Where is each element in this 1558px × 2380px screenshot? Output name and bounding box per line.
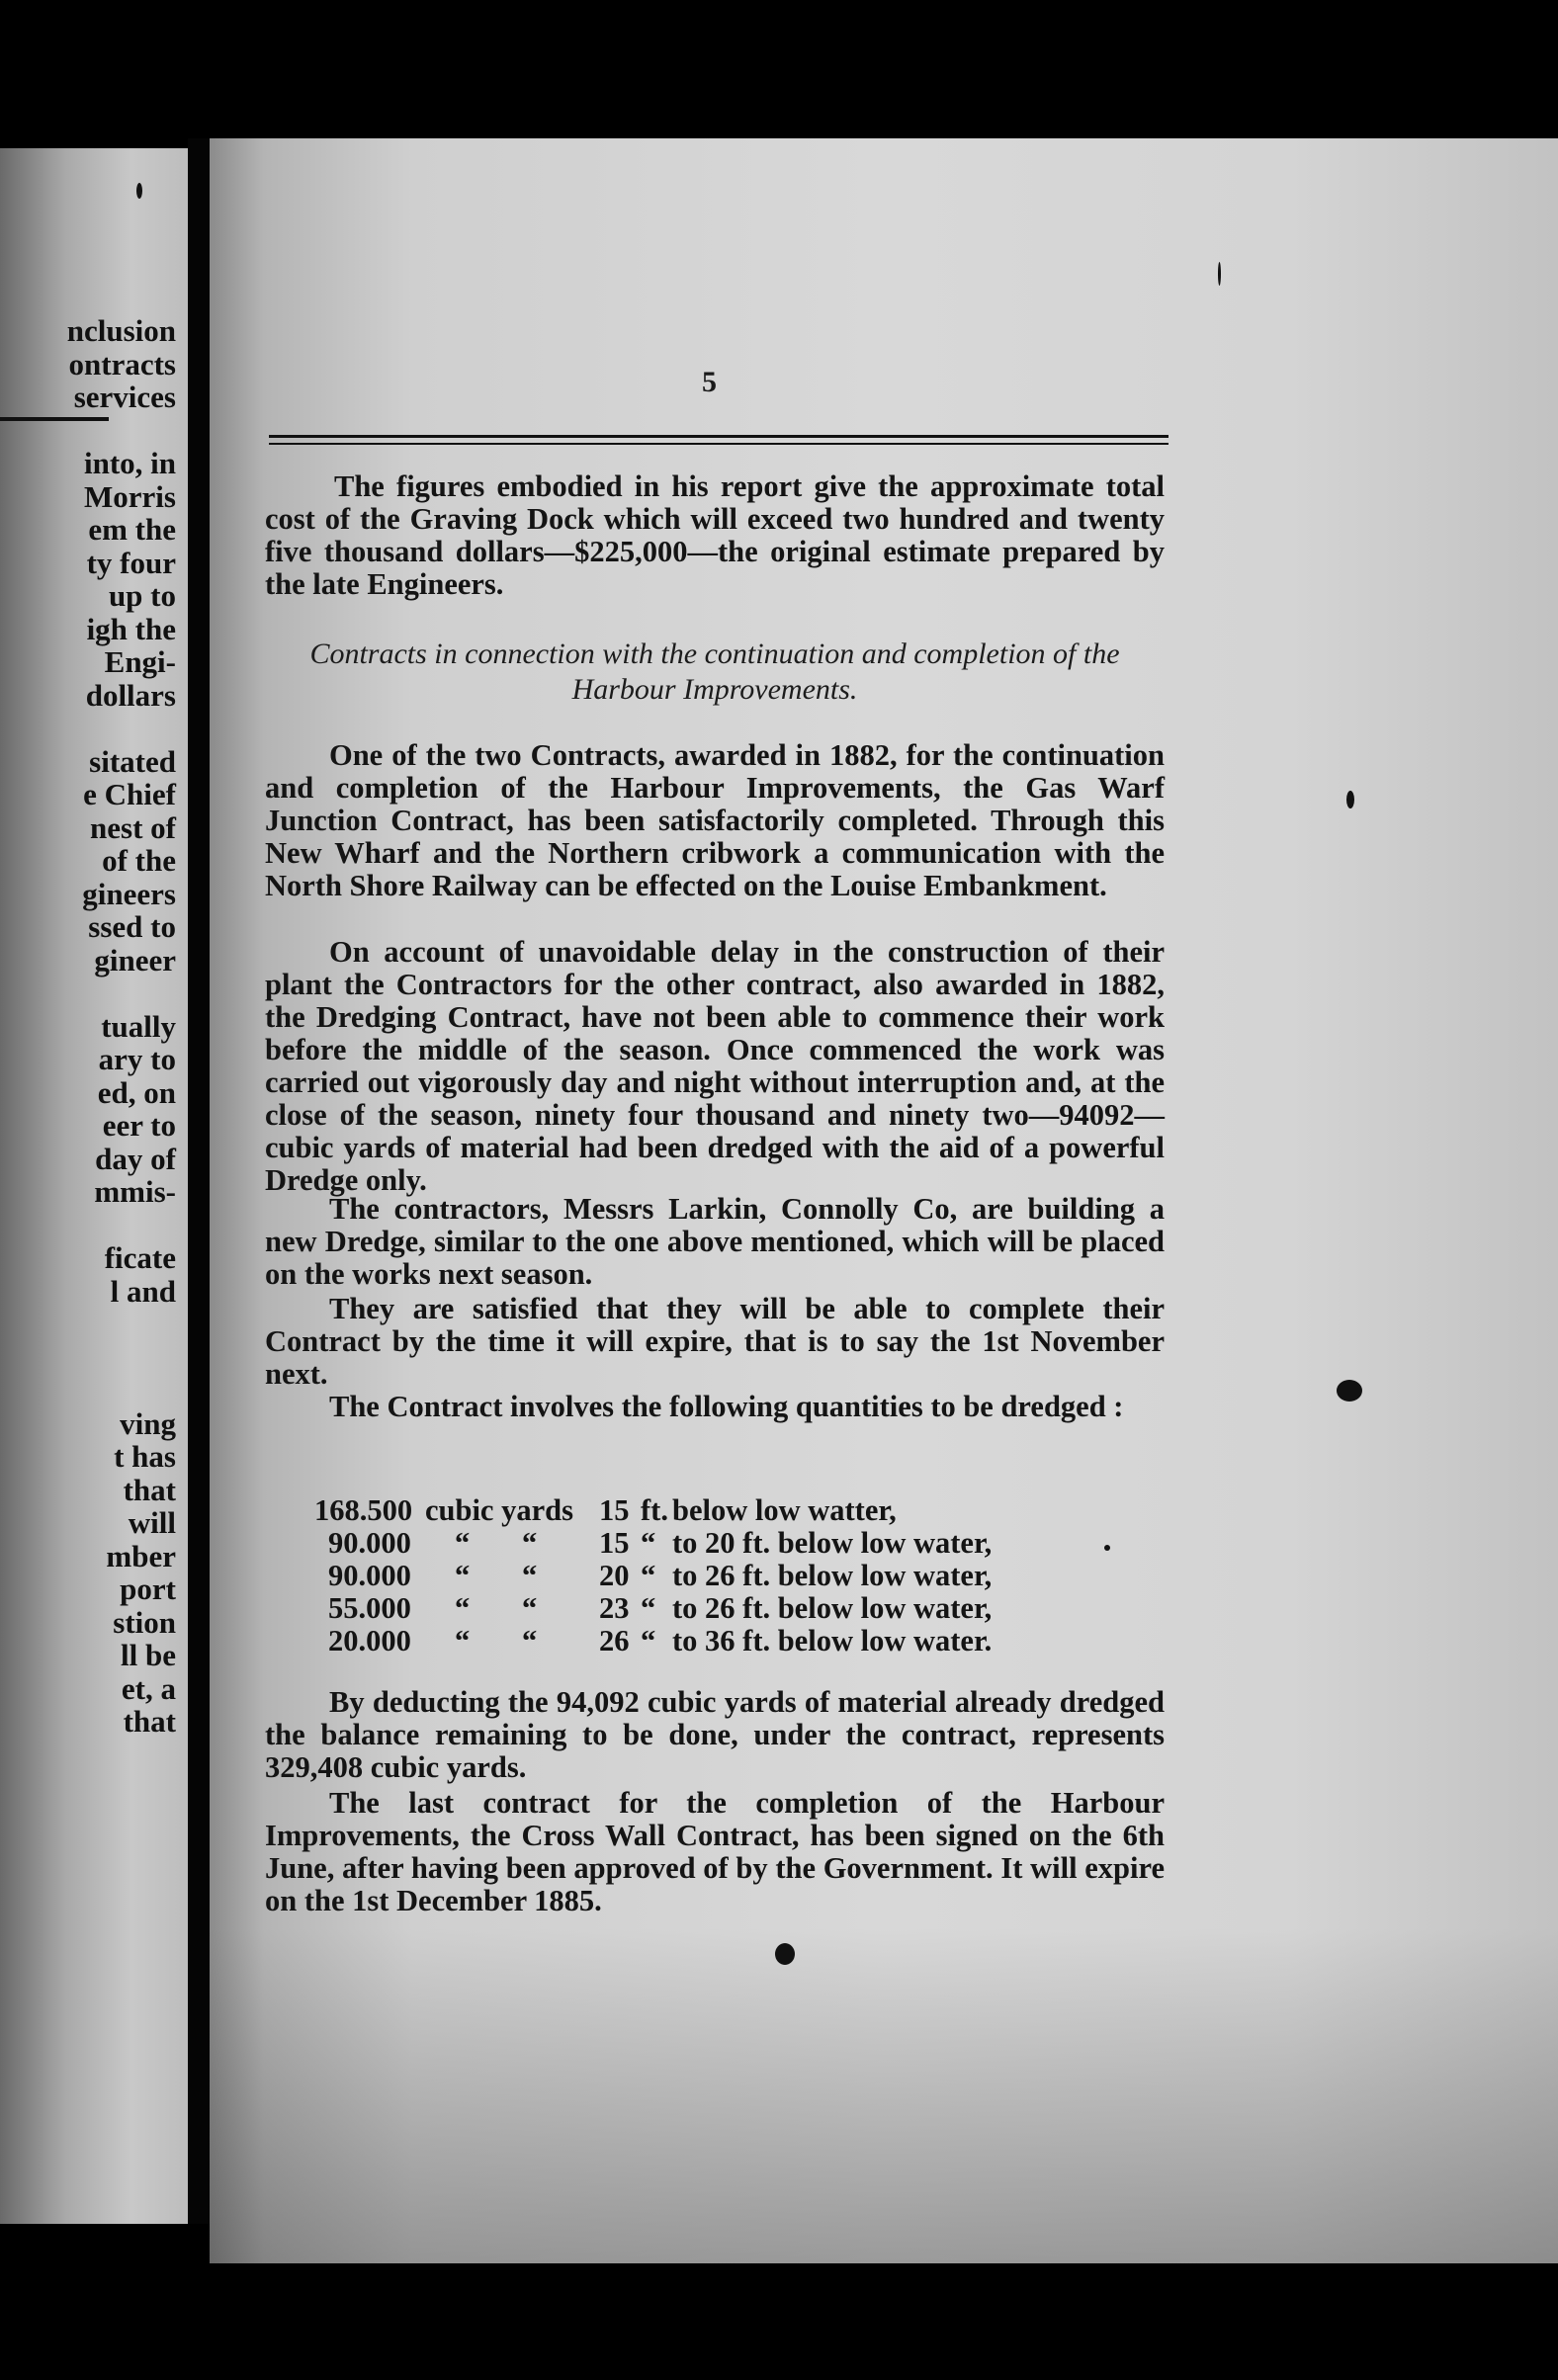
quantity-desc: to 26 ft. below low water, xyxy=(672,1591,993,1625)
left-page-line: t has xyxy=(114,1439,176,1474)
quantity-ft: “ xyxy=(641,1591,656,1625)
left-page-line: mmis- xyxy=(94,1174,176,1209)
section-heading-line1: Contracts in connection with the continuation and completion of the xyxy=(309,638,1120,670)
left-page-line: nclusion xyxy=(66,313,176,348)
left-page-line: tually xyxy=(101,1008,176,1044)
left-page-line: gineer xyxy=(94,942,176,978)
left-page-line: ary to xyxy=(98,1042,176,1076)
section-heading-line2: Harbour Improvements. xyxy=(571,673,858,706)
left-page-line: up to xyxy=(108,578,176,613)
left-page-line: ed, on xyxy=(97,1074,176,1110)
quantity-unit: “ xyxy=(455,1526,471,1560)
left-page-line: ll be xyxy=(121,1638,176,1672)
header-rule-top xyxy=(269,435,1168,438)
quantity-depth: 20 xyxy=(599,1559,630,1592)
ink-blot xyxy=(775,1943,795,1965)
quantity-desc: to 20 ft. below low water, xyxy=(672,1526,993,1560)
header-rule-bottom xyxy=(269,443,1168,445)
ink-mark xyxy=(136,183,142,199)
left-page-line: services xyxy=(73,380,176,414)
quantity-ditto: “ xyxy=(522,1624,538,1658)
left-page-line: Engi- xyxy=(104,644,176,679)
paragraph-1: One of the two Contracts, awarded in 1882, for the continuation and completion of the Harbour Improvements, the Gas Warf Junction Contract, has been satisfactorily completed. Through this New Wharf and the Northern cribwork a communication with the North Shore Railway can be effected on the Louise Embankment. xyxy=(265,738,1165,902)
left-page-line: em the xyxy=(88,512,176,547)
left-page-line: ontracts xyxy=(68,346,176,382)
ink-mark xyxy=(1346,791,1354,808)
left-page-line: day of xyxy=(95,1141,176,1176)
paragraph-3: The contractors, Messrs Larkin, Connolly Co, are building a new Dredge, similar to the one above mentioned, which will be placed on the works next season. xyxy=(265,1192,1165,1291)
page-shadow xyxy=(210,1927,1558,2263)
ink-dot xyxy=(1104,1545,1110,1551)
left-page-line: dollars xyxy=(85,677,176,713)
intro-paragraph: The figures embodied in his report give the approximate total cost of the Graving Dock which will exceed two hundred and twenty five thousand dollars—$225,000—the original estimate prepared by the late Engineers. xyxy=(265,469,1165,601)
quantity-ft: ft. xyxy=(641,1493,668,1527)
quantity-unit: “ xyxy=(455,1559,471,1592)
left-page-line: gineers xyxy=(82,876,176,911)
quantity-depth: 26 xyxy=(599,1624,630,1658)
left-page-fragment xyxy=(0,148,188,2224)
paragraph-2: On account of unavoidable delay in the construction of their plant the Contractors for the other contract, also awarded in 1882, the Dredging Contract, have not been able to commence their work before the middle of the season. Once commenced the work was carried out vigorously day and night without interruption and, at the close of the season, ninety four thousand and ninety two—94092—cubic yards of material had been dredged with the aid of a powerful Dredge only. xyxy=(265,935,1165,1197)
left-page-line: ty four xyxy=(86,545,176,580)
quantity-amount: 168.500 xyxy=(314,1493,413,1527)
paragraph-7: The last contract for the completion of the Harbour Improvements, the Cross Wall Contract, has been signed on the 6th June, after having been approved of by the Government. It will expire on the 1st December 1885. xyxy=(265,1786,1165,1917)
left-page-rule xyxy=(0,417,109,421)
quantity-amount: 90.000 xyxy=(328,1559,411,1592)
quantity-ft: “ xyxy=(641,1559,656,1592)
quantity-amount: 20.000 xyxy=(328,1624,411,1658)
left-page-line: igh the xyxy=(86,611,176,646)
ink-blot xyxy=(1337,1380,1362,1402)
left-page-line: that xyxy=(123,1704,176,1739)
left-page-line: ssed to xyxy=(88,909,176,944)
quantity-desc: below low watter, xyxy=(672,1493,897,1527)
page-gutter xyxy=(188,138,210,2224)
quantity-ditto: “ xyxy=(522,1559,538,1592)
left-page-line: Morris xyxy=(84,478,176,514)
left-page-line: ficate xyxy=(104,1240,176,1275)
left-page-line: into, in xyxy=(83,446,176,480)
left-page-line: of the xyxy=(102,843,176,878)
quantity-unit: cubic yards xyxy=(425,1493,573,1527)
quantity-ft: “ xyxy=(641,1624,656,1658)
quantity-amount: 90.000 xyxy=(328,1526,411,1560)
paragraph-4: They are satisfied that they will be able to complete their Contract by the time it will expire, that is to say the 1st November next. xyxy=(265,1292,1165,1391)
left-page-line: will xyxy=(128,1505,176,1540)
section-heading xyxy=(265,637,1165,708)
quantity-depth: 15 xyxy=(599,1493,630,1527)
left-page-line: mber xyxy=(106,1538,176,1573)
quantity-amount: 55.000 xyxy=(328,1591,411,1625)
quantity-desc: to 36 ft. below low water. xyxy=(672,1624,993,1658)
quantity-ditto: “ xyxy=(522,1591,538,1625)
quantity-depth: 23 xyxy=(599,1591,630,1625)
quantity-depth: 15 xyxy=(599,1526,630,1560)
paragraph-5: The Contract involves the following quantities to be dredged : xyxy=(329,1390,1124,1423)
left-page-line: e Chief xyxy=(83,777,176,811)
page-number: 5 xyxy=(702,366,717,398)
paragraph-6: By deducting the 94,092 cubic yards of material already dredged the balance remaining to be done, under the contract, represents 329,408 cubic yards. xyxy=(265,1685,1165,1784)
left-page-line: l and xyxy=(110,1273,176,1309)
quantity-unit: “ xyxy=(455,1591,471,1625)
quantity-ft: “ xyxy=(641,1526,656,1560)
left-page-line: eer to xyxy=(102,1108,176,1143)
left-page-line: stion xyxy=(113,1604,176,1640)
quantity-unit: “ xyxy=(455,1624,471,1658)
ink-mark xyxy=(1218,262,1221,286)
left-page-line: et, a xyxy=(121,1670,176,1706)
left-page-line: sitated xyxy=(89,743,176,779)
left-page-line: ving xyxy=(120,1405,176,1441)
quantity-desc: to 26 ft. below low water, xyxy=(672,1559,993,1592)
quantity-ditto: “ xyxy=(522,1526,538,1560)
left-page-line: nest of xyxy=(90,809,176,845)
left-page-line: that xyxy=(123,1472,176,1507)
left-page-line: port xyxy=(120,1572,176,1606)
